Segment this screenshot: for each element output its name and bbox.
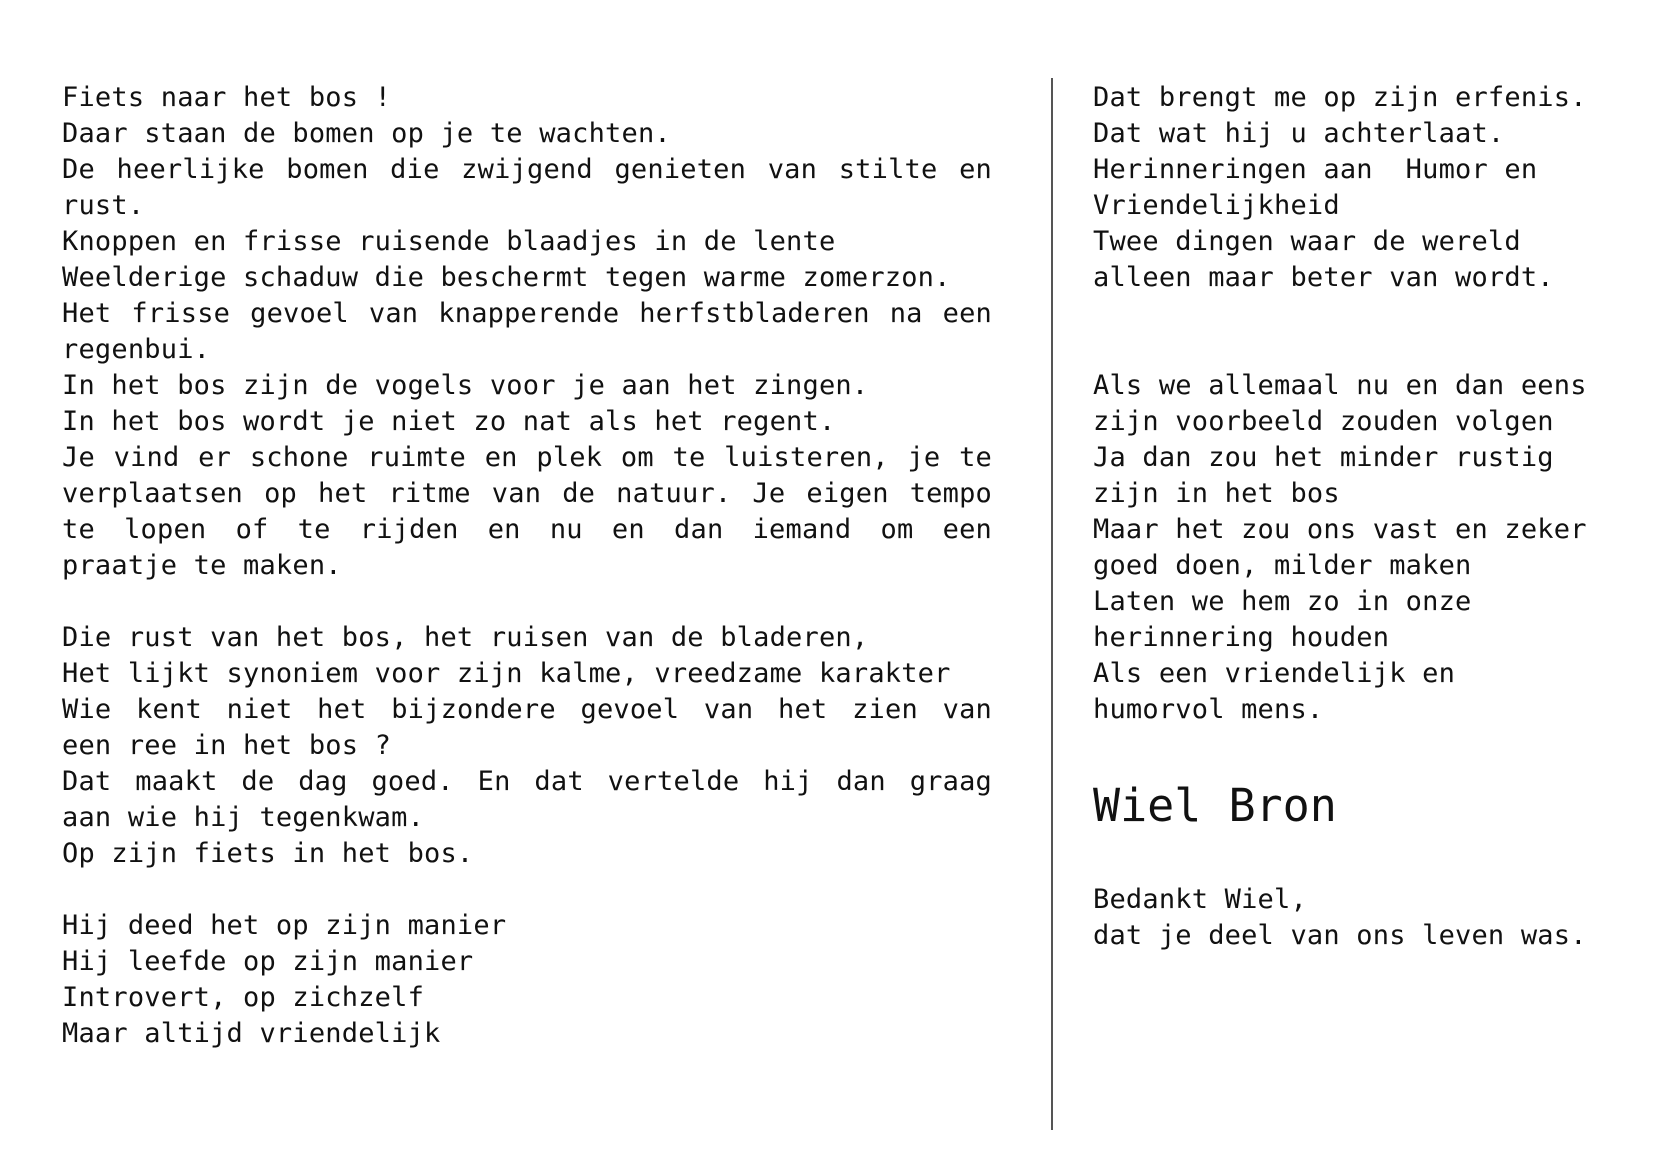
text-line: Laten we hem zo in onze [1093, 586, 1472, 617]
paragraph-manier [62, 908, 992, 1052]
text-line: Introvert, op zichzelf [62, 982, 425, 1013]
paragraph-gap [1093, 296, 1633, 368]
text-line: Dat maakt de dag goed. En dat vertelde hij dan graag [62, 766, 992, 797]
text-line: Als een vriendelijk en [1093, 658, 1456, 689]
text-line: Herinneringen aan Humor en [1093, 154, 1538, 185]
paragraph-erfenis [1093, 80, 1633, 296]
text-line: Ja dan zou het minder rustig [1093, 442, 1554, 473]
paragraph-gap [62, 584, 992, 620]
paragraph-bos [62, 80, 992, 584]
closing-note [1093, 882, 1633, 954]
text-line: Twee dingen waar de wereld [1093, 226, 1521, 257]
text-line: Knoppen en frisse ruisende blaadjes in de lente [62, 226, 836, 257]
text-line: Op zijn fiets in het bos. [62, 838, 474, 869]
text-line: goed doen, milder maken [1093, 550, 1472, 581]
text-line: Fiets naar het bos ! [62, 82, 392, 113]
text-line: Maar het zou ons vast en zeker [1093, 514, 1587, 545]
paragraph-rust [62, 620, 992, 872]
text-line: Weelderige schaduw die beschermt tegen warme zomerzon. [62, 262, 951, 293]
text-line: verplaatsen op het ritme van de natuur. Je eigen tempo [62, 478, 992, 509]
text-line: zijn in het bos [1093, 478, 1340, 509]
text-line: Het lijkt synoniem voor zijn kalme, vreedzame karakter [62, 658, 951, 689]
text-line: regenbui. [62, 334, 211, 365]
text-line: Dat brengt me op zijn erfenis. [1093, 82, 1587, 113]
text-line: De heerlijke bomen die zwijgend genieten van stilte en [62, 154, 992, 185]
paragraph-voorbeeld [1093, 368, 1633, 728]
column-divider [1051, 78, 1053, 1130]
text-line: aan wie hij tegenkwam. [62, 802, 425, 833]
text-line: herinnering houden [1093, 622, 1390, 653]
text-line: Daar staan de bomen op je te wachten. [62, 118, 671, 149]
right-column [1093, 80, 1633, 954]
text-line: Hij deed het op zijn manier [62, 910, 507, 941]
text-line: Maar altijd vriendelijk [62, 1018, 441, 1049]
text-line: alleen maar beter van wordt. [1093, 262, 1554, 293]
text-line: rust. [62, 190, 145, 221]
text-line: Je vind er schone ruimte en plek om te luisteren, je te [62, 442, 992, 473]
text-line: dat je deel van ons leven was. [1093, 920, 1587, 951]
text-line: Vriendelijkheid [1093, 190, 1340, 221]
person-name: Wiel Bron [1093, 779, 1337, 832]
text-line: praatje te maken. [62, 550, 342, 581]
text-line: Hij leefde op zijn manier [62, 946, 474, 977]
text-line: Het frisse gevoel van knapperende herfstbladeren na een [62, 298, 992, 329]
text-line: In het bos zijn de vogels voor je aan het zingen. [62, 370, 869, 401]
text-line: In het bos wordt je niet zo nat als het regent. [62, 406, 836, 437]
text-line: Als we allemaal nu en dan eens [1093, 370, 1587, 401]
left-column [62, 80, 992, 1052]
text-line: te lopen of te rijden en nu en dan iemand om een [62, 514, 992, 545]
paragraph-gap [62, 872, 992, 908]
text-line: Wie kent niet het bijzondere gevoel van het zien van [62, 694, 992, 725]
text-line: humorvol mens. [1093, 694, 1324, 725]
text-line: Die rust van het bos, het ruisen van de bladeren, [62, 622, 869, 653]
text-line: een ree in het bos ? [62, 730, 392, 761]
text-line: Dat wat hij u achterlaat. [1093, 118, 1505, 149]
text-line: zijn voorbeeld zouden volgen [1093, 406, 1554, 437]
text-line: Bedankt Wiel, [1093, 884, 1307, 915]
